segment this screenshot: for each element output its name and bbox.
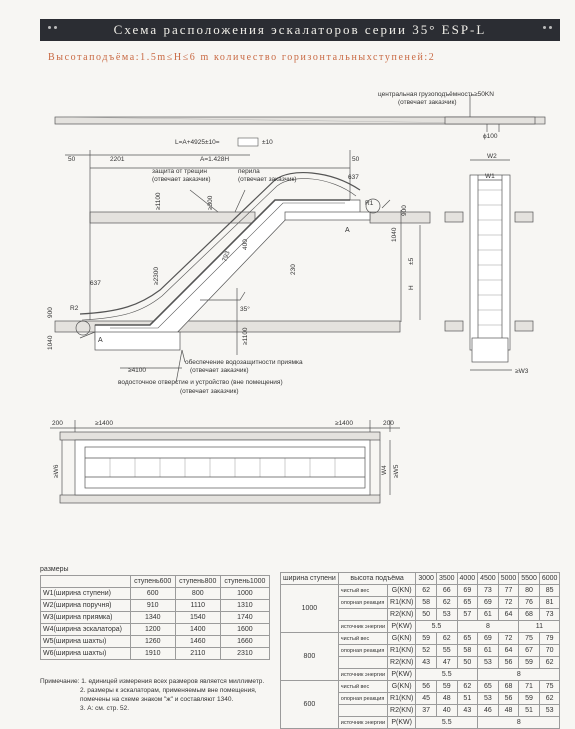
title-bar [40,19,560,41]
table-cell: 45 [416,693,437,705]
table-cell: 59 [416,633,437,645]
row-label: W6(ширина шахты) [41,648,131,660]
row-label: W2(ширина поручня) [41,600,131,612]
pit-note: (отвечает заказчик) [190,367,249,374]
decor-dot [543,26,546,29]
table-header-row [281,573,560,585]
row-label: источник энергии [338,669,387,681]
header-cell: 3000 [416,573,437,585]
header-cell: 4500 [478,573,499,585]
dim-1100-top: ≥1100 [155,192,162,210]
table-cell: 48 [436,693,457,705]
table-cell: 51 [457,693,478,705]
drain-label: водосточное отверстие и устройство (вне помещения) [118,379,283,386]
table-row [41,588,270,600]
table-cell: 66 [436,585,457,597]
row-unit: G(KN) [388,633,416,645]
rail-label: перила [238,168,260,175]
dim-5: ±5 [408,257,415,265]
table-cell: 56 [416,681,437,693]
length-label: L=A+4925±10= [175,139,220,146]
table-cell: 50 [457,657,478,669]
table-cell: 65 [457,633,478,645]
table-cell: 2310 [220,648,269,660]
footnotes [40,677,290,713]
table-cell: 53 [478,693,499,705]
table-cell: 43 [457,705,478,717]
load-label: центральная грузоподъёмность≥50KN [378,91,494,98]
load-note: (отвечает заказчик) [398,99,457,106]
header-cell [41,576,131,588]
table-cell: 62 [416,585,437,597]
table-cell: 72 [498,597,519,609]
row-label: W1(ширина ступени) [41,588,131,600]
table-cell: 51 [519,705,540,717]
table-header-row [41,576,270,588]
table-cell: 59 [519,693,540,705]
table-cell: 37 [416,705,437,717]
table-cell: 64 [498,609,519,621]
table-cell: 62 [457,681,478,693]
table-cell: 40 [436,705,457,717]
header-cell: 3500 [436,573,457,585]
table-cell: 64 [498,645,519,657]
plan-dim-200-right: 200 [383,420,394,427]
dim-2201: 2201 [110,156,125,163]
table-cell: 1540 [175,612,220,624]
table-cell: 43 [416,657,437,669]
plan-w6-label: ≥W6 [53,464,60,478]
w1-label: W1 [485,173,495,180]
step-width-cell: 1000 [281,585,339,633]
table-cell: 61 [478,609,499,621]
w3-label: ≥W3 [515,368,529,375]
row-unit: R2(KN) [388,705,416,717]
row-label [338,657,387,669]
row-label: W4(ширина эскалатора) [41,624,131,636]
dim-50-left: 50 [68,156,76,163]
length-input-box [238,138,258,146]
power-cell: 8 [457,621,519,633]
dim-1040-top: 1040 [391,227,398,242]
table-cell: 80 [519,585,540,597]
table-cell: 70 [539,645,560,657]
table-cell: 600 [130,588,175,600]
elevation-drawing [0,80,575,410]
table-row [281,585,560,597]
table-cell: 910 [130,600,175,612]
dims-caption: размеры [40,566,69,573]
power-cell: 5.5 [416,669,478,681]
page-title: Схема расположения эскалаторов серии 35° ESP-L [113,22,487,37]
row-label: опорная реакция [338,597,387,609]
row-unit: P(KW) [388,669,416,681]
power-cell: 8 [478,669,560,681]
table-cell: 62 [436,597,457,609]
footnote-line: 3. А: см. стр. 52. [80,705,129,712]
table-cell: 58 [457,645,478,657]
table-cell: 68 [498,681,519,693]
table-cell: 1200 [130,624,175,636]
crack-label: защита от трещин [152,168,207,175]
row-label: чистый вес [338,585,387,597]
table-cell: 76 [519,597,540,609]
power-cell: 8 [478,717,560,729]
plan-w5-label: ≥W5 [393,464,400,478]
table-cell: 57 [457,609,478,621]
header-cell: 6000 [539,573,560,585]
dim-400: 400 [242,239,249,250]
drain-note: (отвечает заказчик) [180,388,239,395]
length-tolerance: ±10 [262,139,273,146]
row-unit: G(KN) [388,681,416,693]
table-cell: 1310 [220,600,269,612]
row-label [338,705,387,717]
dim-1100-bottom: ≥1100 [242,327,249,345]
row-label: чистый вес [338,681,387,693]
table-row [41,648,270,660]
power-cell: 5.5 [416,717,478,729]
row-label: чистый вес [338,633,387,645]
table-cell: 58 [416,597,437,609]
table-cell: 61 [478,645,499,657]
header-cell: ширина ступени [281,573,339,585]
dim-230: 230 [290,264,297,275]
table-cell: 1660 [220,636,269,648]
table-cell: 69 [478,597,499,609]
table-cell: 2110 [175,648,220,660]
row-unit: R1(KN) [388,693,416,705]
row-unit: P(KW) [388,717,416,729]
table-cell: 1740 [220,612,269,624]
power-cell: 5.5 [416,621,457,633]
table-cell: 53 [436,609,457,621]
plan-w4-label: W4 [381,465,388,475]
table-cell: 73 [478,585,499,597]
dim-900-top: 900 [401,205,408,216]
table-cell: 77 [498,585,519,597]
header-cell: 4000 [457,573,478,585]
table-cell: 65 [457,597,478,609]
dim-2300: ≥2300 [153,266,160,285]
footnote-line: 2. размеры к эскалаторам, применяемым вне помещения, [80,687,257,694]
table-cell: 1260 [130,636,175,648]
table-cell: 1400 [175,624,220,636]
dim-637-top: 637 [348,174,359,181]
table-cell: 56 [498,693,519,705]
row-label: опорная реакция [338,693,387,705]
pit-label: обеспечение водозащитности приямка [185,359,303,366]
row-label: источник энергии [338,717,387,729]
row-unit: R2(KN) [388,609,416,621]
plan-drawing [0,410,575,550]
table-cell: 69 [478,633,499,645]
phi-label: ϕ100 [483,133,498,140]
crack-note: (отвечает заказчик) [152,176,211,183]
table-cell: 59 [519,657,540,669]
table-row [41,612,270,624]
dimensions-table [40,575,270,660]
step-width-cell: 800 [281,633,339,681]
height-range-subtitle: Высотаподъёма:1.5m≤H≤6 m количество горизонтальныхступеней:2 [48,52,436,63]
table-cell: 1340 [130,612,175,624]
header-cell: ступень1000 [220,576,269,588]
table-cell: 71 [519,681,540,693]
dim-793: 793 [221,250,232,263]
a-label-bottom: A [98,337,103,344]
table-cell: 62 [539,693,560,705]
row-label: опорная реакция [338,645,387,657]
row-label: W3(ширина приямка) [41,612,131,624]
decor-dot [48,26,51,29]
r2-label: R2 [70,305,79,312]
power-cell: 11 [519,621,560,633]
row-unit: R1(KN) [388,597,416,609]
header-cell: высота подъёма [338,573,416,585]
dim-900-bottom: 900 [47,307,54,318]
table-cell: 1110 [175,600,220,612]
table-cell: 53 [478,657,499,669]
header-cell: ступень600 [130,576,175,588]
table-cell: 69 [457,585,478,597]
table-cell: 59 [436,681,457,693]
table-cell: 81 [539,597,560,609]
dim-637-bottom: 637 [90,280,101,287]
dim-300: ≥300 [207,195,214,210]
header-cell: 5000 [498,573,519,585]
row-unit: P(KW) [388,621,416,633]
header-cell: 5500 [519,573,540,585]
decor-dot [549,26,552,29]
table-cell: 1910 [130,648,175,660]
r1-label: R1 [365,200,374,207]
row-label [338,609,387,621]
dim-a: A=1.428H [200,156,230,163]
plan-dim-1400-right: ≥1400 [335,420,354,427]
row-label: источник энергии [338,621,387,633]
table-cell: 47 [436,657,457,669]
table-row [41,600,270,612]
dim-h: H [408,285,415,290]
table-cell: 800 [175,588,220,600]
table-cell: 75 [539,681,560,693]
table-row [281,681,560,693]
rail-note: (отвечает заказчик) [238,176,297,183]
table-cell: 65 [478,681,499,693]
footnote-line: помечены на схеме знаком "ж" и составляют 1340. [80,696,234,703]
table-cell: 73 [539,609,560,621]
table-cell: 62 [539,657,560,669]
table-cell: 67 [519,645,540,657]
angle-35: 35° [240,306,250,313]
row-unit: R2(KN) [388,657,416,669]
table-cell: 62 [436,633,457,645]
table-cell: 75 [519,633,540,645]
row-label: W5(ширина шахты) [41,636,131,648]
table-cell: 48 [498,705,519,717]
table-cell: 1600 [220,624,269,636]
table-cell: 53 [539,705,560,717]
header-cell: ступень800 [175,576,220,588]
step-width-cell: 600 [281,681,339,729]
table-cell: 50 [416,609,437,621]
table-cell: 72 [498,633,519,645]
table-cell: 56 [498,657,519,669]
row-unit: R1(KN) [388,645,416,657]
table-cell: 68 [519,609,540,621]
plan-dim-1400-left: ≥1400 [95,420,114,427]
row-unit: G(KN) [388,585,416,597]
dim-4100: ≥4100 [128,367,147,374]
table-cell: 85 [539,585,560,597]
table-row [41,624,270,636]
load-table [280,572,560,729]
a-label-top: A [345,227,350,234]
table-cell: 46 [478,705,499,717]
decor-dot [54,26,57,29]
table-cell: 79 [539,633,560,645]
table-cell: 52 [416,645,437,657]
dim-1040-bottom: 1040 [47,335,54,350]
table-row [41,636,270,648]
footnote-line: Примечание: 1. единицей измерения всех размеров является миллиметр. [40,678,265,685]
plan-dim-200-left: 200 [52,420,63,427]
table-cell: 1000 [220,588,269,600]
table-cell: 1460 [175,636,220,648]
table-cell: 55 [436,645,457,657]
table-row [281,633,560,645]
w2-label: W2 [487,153,497,160]
dim-50-right: 50 [352,156,360,163]
